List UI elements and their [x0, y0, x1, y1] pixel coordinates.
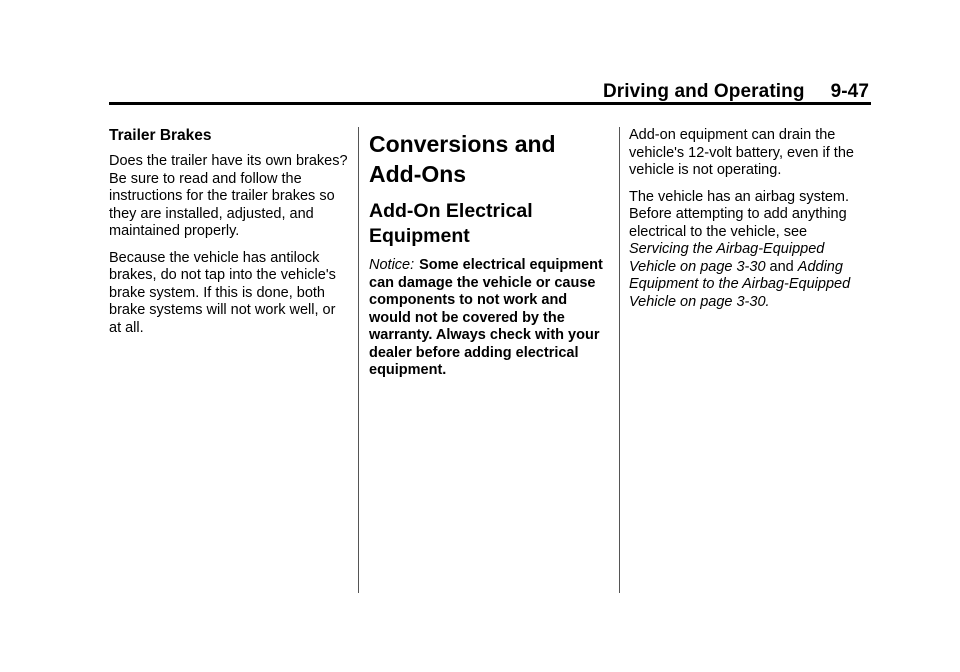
- adding-equipment-reference: Adding Equipment to the Airbag-Equipped Vehicle on page 3-30: [629, 258, 851, 310]
- electrical-equipment-heading: Add-On Electrical Equipment: [369, 200, 533, 247]
- column-divider-2: [619, 127, 620, 593]
- column-divider-1: [358, 127, 359, 593]
- section-title: Driving and Operating: [602, 81, 805, 102]
- page-number: 9-47: [830, 81, 869, 102]
- end-punctuation: .: [765, 293, 770, 310]
- conversions-title: Conversions and Add-Ons: [369, 131, 556, 187]
- trailer-brakes-heading: Trailer Brakes: [109, 127, 212, 144]
- trailer-brakes-paragraph-1: Does the trailer have its own brakes? Be sure to read and follow the instructions for the trailer brakes so they are installed, adjusted, and maintained properly.: [109, 153, 348, 239]
- notice-block: [369, 257, 609, 380]
- notice-text: Some electrical equipment can damage the vehicle or cause components to not work and would not be covered by the warranty. Always check with your dealer before adding electrical equipment.: [369, 257, 603, 378]
- battery-drain-paragraph: Add-on equipment can drain the vehicle's 12-volt battery, even if the vehicle is not operating.: [629, 127, 854, 178]
- running-header: [603, 81, 869, 103]
- column-right: [629, 127, 869, 320]
- and-text: and: [769, 258, 794, 275]
- header-rule: [109, 102, 871, 105]
- notice-label: Notice:: [369, 257, 415, 273]
- airbag-text: The vehicle has an airbag system. Before attempting to add anything electrical to the vehicle, see: [629, 188, 850, 240]
- servicing-airbag-reference: Servicing the Airbag-Equipped Vehicle on page 3-30: [629, 241, 825, 275]
- trailer-brakes-paragraph-2: Because the vehicle has antilock brakes, do not tap into the vehicle's brake system. If this is done, both brake systems will not work well, or at all.: [109, 249, 336, 336]
- column-middle: [369, 127, 609, 389]
- airbag-paragraph: [629, 189, 869, 312]
- column-left: [109, 127, 349, 346]
